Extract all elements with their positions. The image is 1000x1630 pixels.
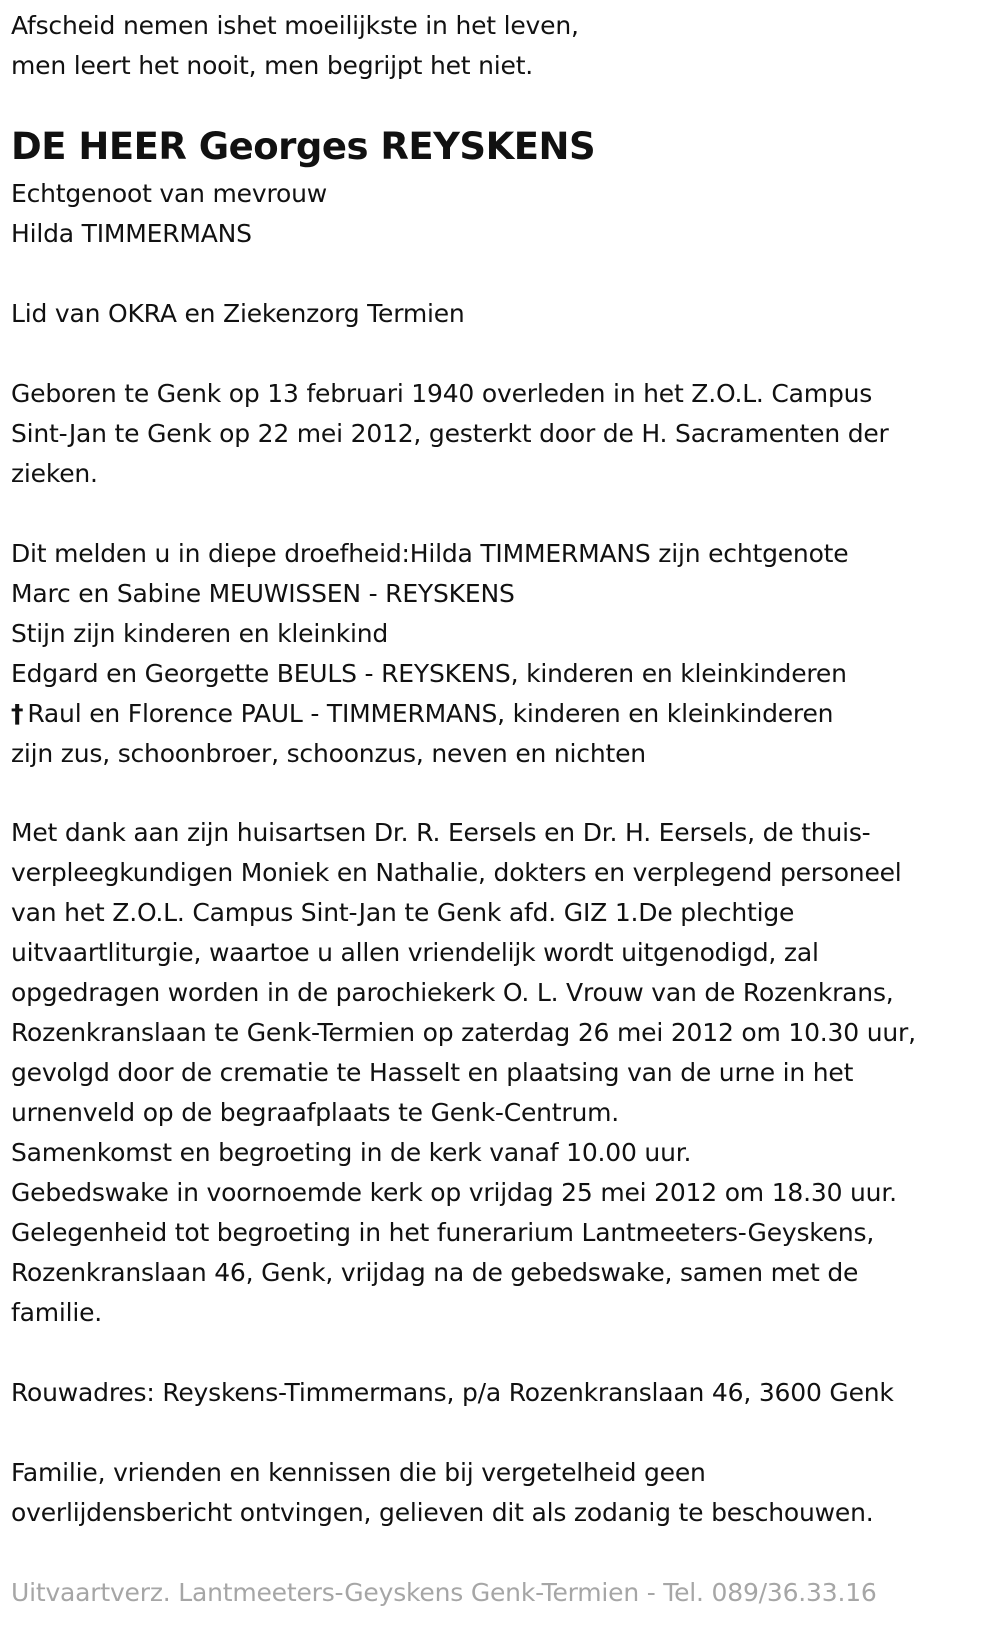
thanks-line: van het Z.O.L. Campus Sint-Jan te Genk afd. GIZ 1.De plechtige: [11, 898, 795, 927]
birth-line: Geboren te Genk op 13 februari 1940 overleden in het Z.O.L. Campus: [11, 379, 873, 408]
intro-line: men leert het nooit, men begrijpt het niet.: [11, 51, 534, 80]
thanks-and-funeral-details: [11, 813, 916, 1333]
closing-line: overlijdensbericht ontvingen, gelieven dit als zodanig te beschouwen.: [11, 1498, 874, 1527]
closing-line: Familie, vrienden en kennissen die bij vergetelheid geen: [11, 1458, 706, 1487]
intro-line: Afscheid nemen ishet moeilijkste in het leven,: [11, 11, 579, 40]
family-deceased-text: Raul en Florence PAUL - TIMMERMANS, kinderen en kleinkinderen: [27, 699, 834, 728]
thanks-line: gevolgd door de crematie te Hasselt en plaatsing van de urne in het: [11, 1058, 854, 1087]
family-list: [11, 534, 848, 774]
thanks-line: Gelegenheid tot begroeting in het funerarium Lantmeeters-Geyskens,: [11, 1218, 875, 1247]
membership-info: [11, 294, 465, 334]
family-line-deceased: [11, 694, 848, 734]
thanks-line: familie.: [11, 1298, 103, 1327]
funeral-home-footer: Uitvaartverz. Lantmeeters-Geyskens Genk-Termien - Tel. 089/36.33.16: [11, 1578, 877, 1607]
mourning-address: [11, 1373, 894, 1413]
closing-note: [11, 1453, 874, 1533]
spouse-info: [11, 174, 327, 254]
thanks-line: Rozenkranslaan 46, Genk, vrijdag na de gebedswake, samen met de: [11, 1258, 859, 1287]
birth-death-info: [11, 374, 889, 494]
thanks-line: Samenkomst en begroeting in de kerk vanaf 10.00 uur.: [11, 1138, 692, 1167]
thanks-line: Rozenkranslaan te Genk-Termien op zaterdag 26 mei 2012 om 10.30 uur,: [11, 1018, 916, 1047]
birth-line: Sint-Jan te Genk op 22 mei 2012, gesterkt door de H. Sacramenten der: [11, 419, 889, 448]
thanks-line: urnenveld op de begraafplaats te Genk-Centrum.: [11, 1098, 619, 1127]
thanks-line: Gebedswake in voornoemde kerk op vrijdag 25 mei 2012 om 18.30 uur.: [11, 1178, 897, 1207]
thanks-line: Met dank aan zijn huisartsen Dr. R. Eersels en Dr. H. Eersels, de thuis-: [11, 818, 871, 847]
deceased-name: DE HEER Georges REYSKENS: [11, 125, 596, 168]
family-line: Dit melden u in diepe droefheid:Hilda TIMMERMANS zijn echtgenote: [11, 539, 849, 568]
membership-line: Lid van OKRA en Ziekenzorg Termien: [11, 299, 465, 328]
thanks-line: uitvaartliturgie, waartoe u allen vriendelijk wordt uitgenodigd, zal: [11, 938, 819, 967]
spouse-line: Hilda TIMMERMANS: [11, 219, 252, 248]
address-line: Rouwadres: Reyskens-Timmermans, p/a Rozenkranslaan 46, 3600 Genk: [11, 1378, 894, 1407]
family-line: Stijn zijn kinderen en kleinkind: [11, 619, 389, 648]
intro-verse: [11, 6, 579, 86]
thanks-line: verpleegkundigen Moniek en Nathalie, dokters en verplegend personeel: [11, 858, 902, 887]
birth-line: zieken.: [11, 459, 98, 488]
spouse-line: Echtgenoot van mevrouw: [11, 179, 327, 208]
family-line: Edgard en Georgette BEULS - REYSKENS, kinderen en kleinkinderen: [11, 659, 847, 688]
cross-icon: †: [11, 699, 24, 728]
family-line: zijn zus, schoonbroer, schoonzus, neven en nichten: [11, 739, 646, 768]
family-line: Marc en Sabine MEUWISSEN - REYSKENS: [11, 579, 515, 608]
thanks-line: opgedragen worden in de parochiekerk O. L. Vrouw van de Rozenkrans,: [11, 978, 894, 1007]
